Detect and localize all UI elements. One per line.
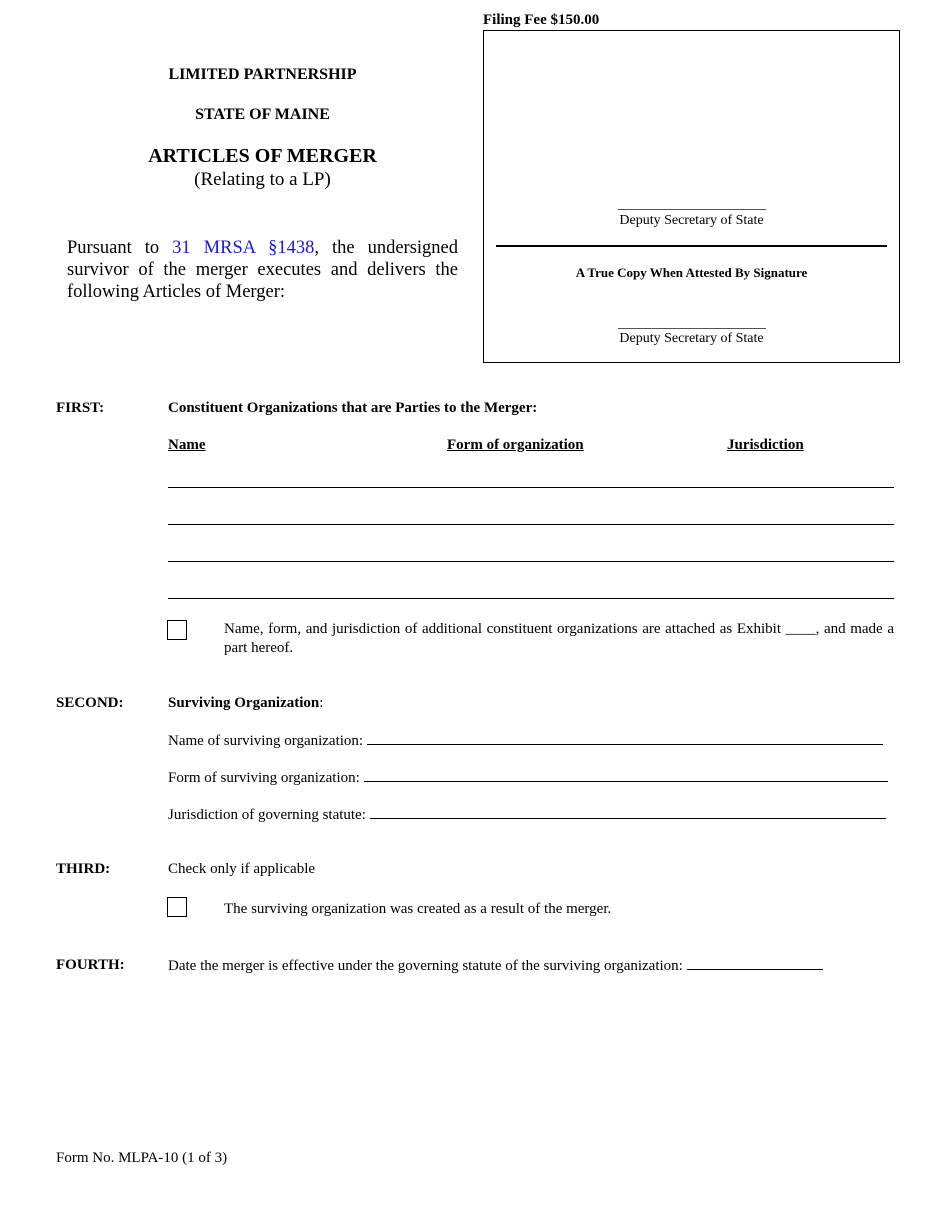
constituent-entry-line[interactable] — [168, 524, 894, 525]
surviving-name-field — [168, 732, 888, 750]
signature-label-2: Deputy Secretary of State — [619, 331, 764, 346]
fourth-label: FOURTH: — [56, 957, 125, 973]
surviving-name-input[interactable] — [367, 732, 883, 745]
attest-text: A True Copy When Attested By Signature — [575, 265, 808, 280]
second-heading-text: Surviving Organization — [168, 695, 320, 711]
surviving-form-label: Form of surviving organization: — [168, 770, 360, 786]
created-by-merger-checkbox[interactable] — [167, 897, 187, 917]
second-heading-colon: : — [319, 695, 324, 711]
second-label: SECOND: — [56, 695, 124, 711]
intro-paragraph — [67, 237, 458, 303]
signature-line-2 — [618, 328, 766, 329]
header-line-1: LIMITED PARTNERSHIP — [168, 66, 357, 83]
second-heading — [168, 695, 323, 712]
constituent-entry-line[interactable] — [168, 487, 894, 488]
filing-fee: Filing Fee $150.00 — [483, 12, 600, 28]
office-use-box — [483, 30, 900, 363]
surviving-form-field — [168, 769, 893, 787]
column-header-form: Form of organization — [447, 437, 584, 453]
effective-date-input[interactable] — [687, 957, 823, 970]
box-divider — [496, 245, 887, 247]
exhibit-text: Name, form, and jurisdiction of additional constituent organizations are attached as Exhibit ____, and made a part hereof. — [224, 621, 894, 656]
created-by-merger-text: The surviving organization was created as a result of the merger. — [224, 901, 612, 917]
third-label: THIRD: — [56, 861, 111, 877]
column-header-name: Name — [168, 437, 206, 453]
constituent-entry-line[interactable] — [168, 598, 894, 599]
form-number-footer: Form No. MLPA-10 (1 of 3) — [56, 1150, 228, 1166]
jurisdiction-label: Jurisdiction of governing statute: — [168, 807, 366, 823]
page-title: ARTICLES OF MERGER — [148, 145, 377, 167]
column-header-jurisdiction: Jurisdiction — [727, 437, 804, 453]
surviving-name-label: Name of surviving organization: — [168, 733, 364, 749]
surviving-form-input[interactable] — [364, 769, 888, 782]
first-label: FIRST: — [56, 400, 105, 416]
page-subtitle: (Relating to a LP) — [194, 169, 331, 190]
jurisdiction-input[interactable] — [370, 806, 886, 819]
header-line-2: STATE OF MAINE — [195, 106, 330, 123]
intro-suffix: , the undersigned survivor of the merger executes and delivers the following Articles of Merger: — [67, 238, 459, 302]
signature-line-1 — [618, 209, 766, 210]
effective-date-field — [168, 957, 823, 975]
first-heading: Constituent Organizations that are Parties to the Merger: — [168, 400, 538, 416]
exhibit-checkbox[interactable] — [167, 620, 187, 640]
signature-label-1: Deputy Secretary of State — [619, 213, 764, 228]
third-note: Check only if applicable — [168, 861, 316, 877]
intro-prefix: Pursuant to — [67, 238, 173, 258]
effective-date-label: Date the merger is effective under the governing statute of the surviving organization: — [168, 958, 683, 974]
statute-link[interactable]: 31 MRSA §1438 — [172, 238, 315, 258]
constituent-entry-line[interactable] — [168, 561, 894, 562]
jurisdiction-field — [168, 806, 893, 824]
